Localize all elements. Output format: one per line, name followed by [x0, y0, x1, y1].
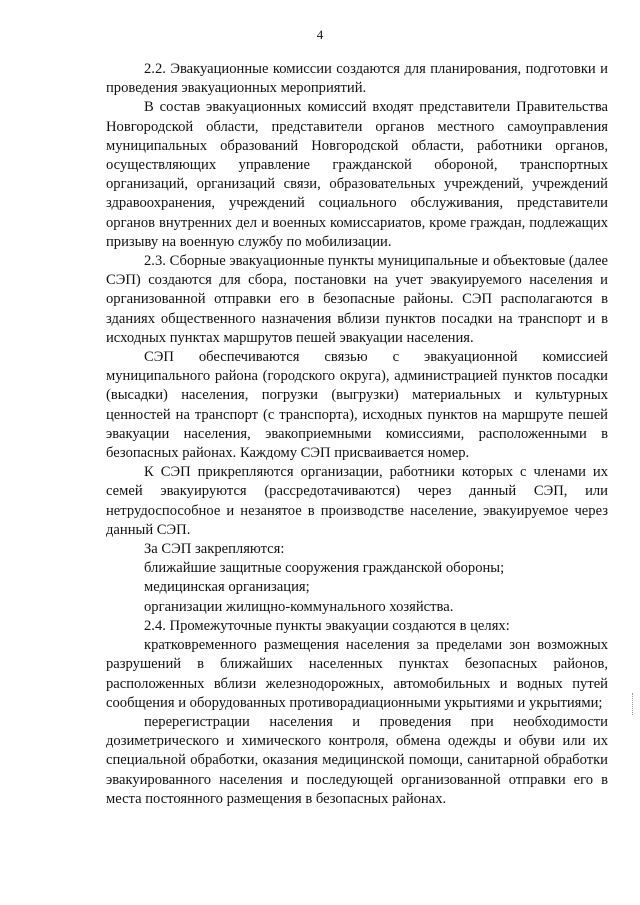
paragraph-sep-assigned-intro: За СЭП закрепляются:	[144, 541, 285, 558]
list-item-medical: медицинская организация;	[144, 579, 310, 596]
document-body	[106, 60, 608, 809]
scan-edge-mark	[632, 693, 636, 715]
paragraph-2-3: 2.3. Сборные эвакуационные пункты муниципальные и объектовые (далее СЭП) создаются для сбора, постановки на учет эвакуируемого населения и организованной отправки его в безопасные районы. СЭП располагаются в зданиях общественного назначения вблизи пунктов посадки на транспорт и в исходных пунктах маршрутов пешей эвакуации населения.	[106, 253, 608, 346]
paragraph-sep-assignment: К СЭП прикрепляются организации, работники которых с членами их семей эвакуируются (рассредотачиваются) через данный СЭП, или нетрудоспособное и незанятое в производстве население, эвакуируемое через данный СЭП.	[106, 464, 608, 538]
paragraph-2-2: 2.2. Эвакуационные комиссии создаются для планирования, подготовки и проведения эвакуационных мероприятий.	[106, 61, 608, 97]
paragraph-2-4: 2.4. Промежуточные пункты эвакуации создаются в целях:	[144, 617, 510, 634]
list-item-reregistration: перерегистрации населения и проведения при необходимости дозиметрического и химического контроля, обмена одежды и обуви или их специальной обработки, оказания медицинской помощи, санитарной обработки эвакуированного населения и последующей организованной отправки его в места постоянного размещения в безопасных районах.	[106, 713, 608, 807]
list-item-shelters: ближайшие защитные сооружения гражданской обороны;	[144, 560, 505, 577]
page-number: 4	[316, 27, 324, 42]
paragraph-commission-composition: В состав эвакуационных комиссий входят представители Правительства Новгородской области, представители органов местного самоуправления муниципальных образований Новгородской области, работники органов, осуществляющих управление гражданской обороной, транспортных организаций, организаций связи, образовательных учреждений, учреждений здравоохранения, учреждений социального обслуживания, представители органов внутренних дел и военных комиссариатов, кроме граждан, подлежащих призыву на военную службу по мобилизации.	[106, 99, 608, 250]
list-item-temporary-placement: кратковременного размещения населения за пределами зон возможных разрушений в ближайших населенных пунктах безопасных районов, расположенных вблизи железнодорожных, автомобильных и водных путей сообщения и оборудованных противорадиационными укрытиями и укрытиями;	[106, 637, 608, 711]
list-item-housing: организации жилищно-коммунального хозяйства.	[144, 598, 454, 615]
paragraph-sep-communication: СЭП обеспечиваются связью с эвакуационной комиссией муниципального района (городского округа), администрацией пунктов посадки (высадки) населения, погрузки (выгрузки) материальных и культурных ценностей на транспорт (с транспорта), исходных пунктов на маршруте пешей эвакуации населения, эвакоприемными комиссиями, расположенными в безопасных районах. Каждому СЭП присваивается номер.	[106, 349, 608, 462]
